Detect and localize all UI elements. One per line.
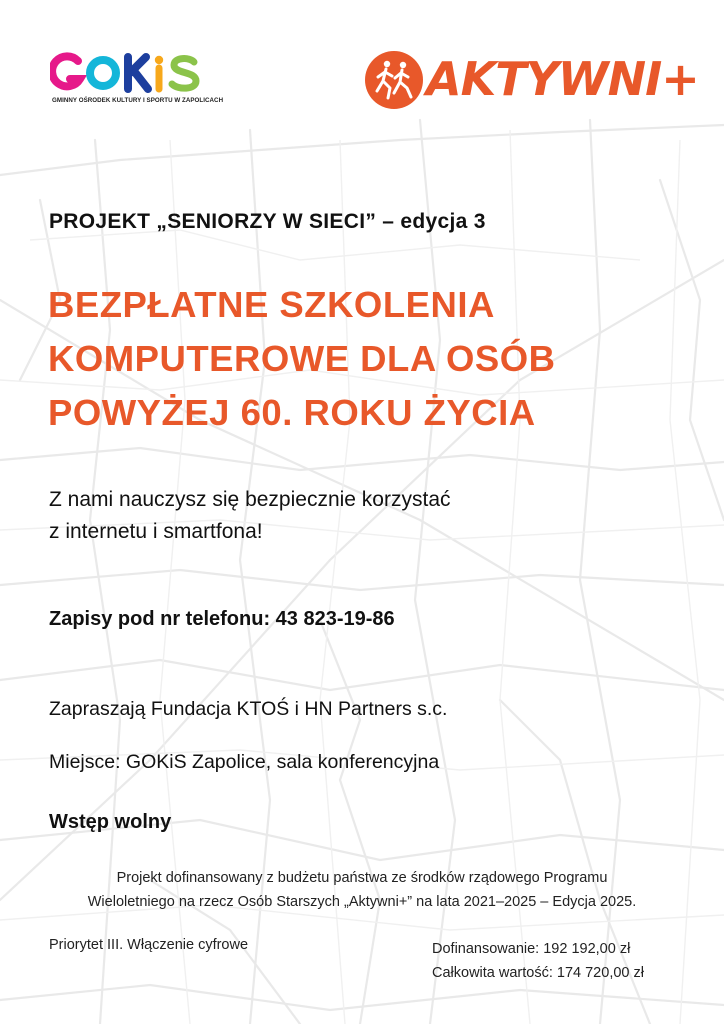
venue-text: Miejsce: GOKiS Zapolice, sala konferencyjna	[49, 751, 440, 773]
headline	[48, 278, 668, 440]
gokis-logo	[50, 52, 224, 110]
signup-phone: Zapisy pod nr telefonu: 43 823-19-86	[49, 608, 395, 630]
total-value: Całkowita wartość: 174 720,00 zł	[432, 965, 644, 981]
priority-text: Priorytet III. Włączenie cyfrowe	[49, 937, 249, 953]
aktywni-wordmark: AKTYWNI+	[426, 52, 699, 106]
gokis-logo-wordmark	[50, 52, 215, 94]
gokis-tagline: GMINNY OŚRODEK KULTURY I SPORTU W ZAPOLICACH	[52, 97, 224, 104]
headline-line: BEZPŁATNE SZKOLENIA	[48, 284, 495, 325]
aktywni-logo	[364, 46, 699, 112]
funding-amounts	[432, 937, 644, 985]
funding-note-line: Wieloletniego na rzecz Osób Starszych „Aktywni+” na lata 2021–2025 – Edycja 2025.	[87, 894, 637, 910]
free-entry-text: Wstęp wolny	[49, 811, 172, 833]
funding-amount: Dofinansowanie: 192 192,00 zł	[432, 941, 631, 957]
headline-line: POWYŻEJ 60. ROKU ŻYCIA	[48, 392, 536, 433]
funding-note	[20, 866, 704, 914]
project-title: PROJEKT „SENIORZY W SIECI” – edycja 3	[49, 210, 486, 233]
lead-text	[49, 484, 649, 548]
lead-line: Z nami nauczysz się bezpiecznie korzystać	[49, 488, 451, 511]
headline-line: KOMPUTEROWE DLA OSÓB	[48, 338, 556, 379]
funding-note-line: Projekt dofinansowany z budżetu państwa ze środków rządowego Programu	[116, 870, 608, 886]
runners-icon	[364, 50, 424, 110]
lead-line: z internetu i smartfona!	[49, 520, 263, 543]
organizers-text: Zapraszają Fundacja KTOŚ i HN Partners s.c.	[49, 698, 448, 720]
